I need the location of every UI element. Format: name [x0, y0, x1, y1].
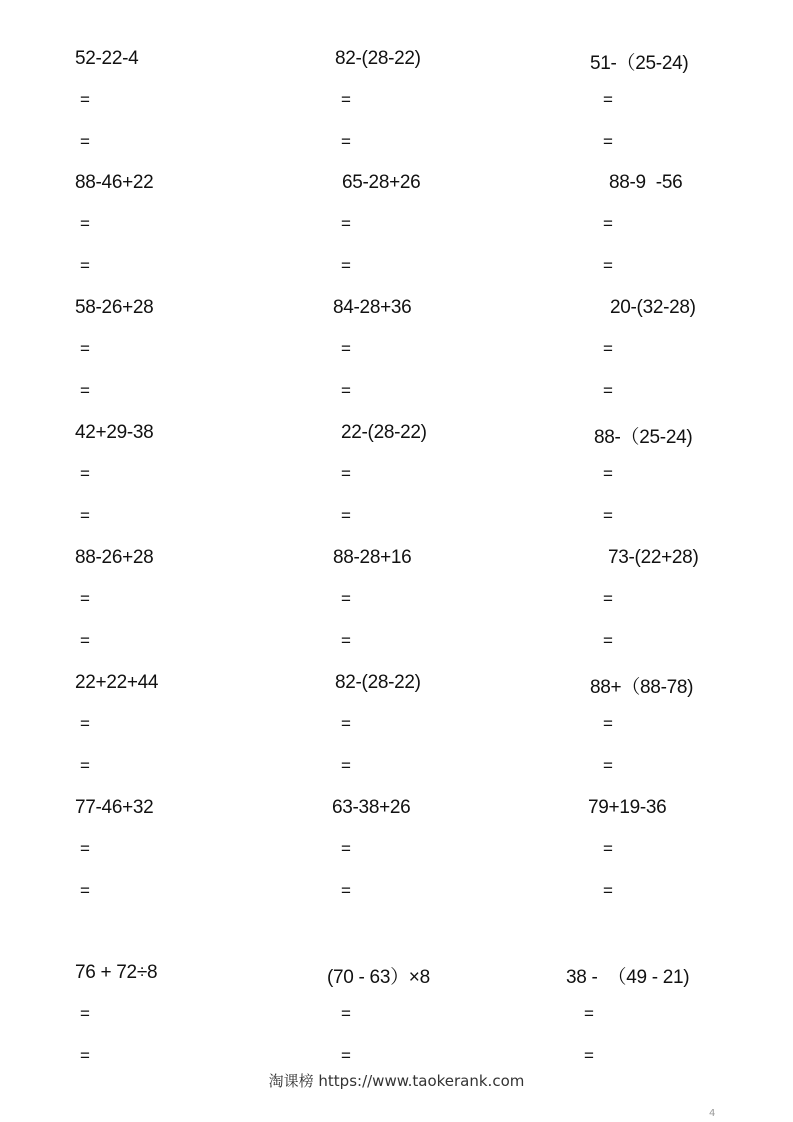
equals-line-1: = — [80, 1004, 90, 1023]
problem-expression: 51-（25-24) — [590, 53, 689, 74]
equals-line-1: = — [603, 339, 613, 358]
equals-line-1: = — [603, 714, 613, 733]
problem-expression: 63-38+26 — [332, 797, 411, 818]
equals-line-1: = — [341, 90, 351, 109]
equals-line-2: = — [341, 381, 351, 400]
equals-line-1: = — [80, 589, 90, 608]
problem-expression: 42+29-38 — [75, 422, 154, 443]
equals-line-2: = — [80, 631, 90, 650]
equals-line-1: = — [80, 464, 90, 483]
equals-line-1: = — [80, 339, 90, 358]
problem-expression: 88-9 -56 — [609, 172, 683, 193]
problem-expression: 82-(28-22) — [335, 48, 421, 69]
equals-line-2: = — [341, 132, 351, 151]
equals-line-2: = — [603, 631, 613, 650]
problem-expression: 65-28+26 — [342, 172, 421, 193]
equals-line-2: = — [603, 756, 613, 775]
page-number: 4 — [709, 1108, 716, 1119]
equals-line-2: = — [603, 132, 613, 151]
equals-line-1: = — [80, 90, 90, 109]
problem-expression: 77-46+32 — [75, 797, 154, 818]
equals-line-1: = — [80, 214, 90, 233]
equals-line-2: = — [80, 756, 90, 775]
equals-line-2: = — [80, 881, 90, 900]
problem-expression: 73-(22+28) — [608, 547, 699, 568]
problem-expression: (70 - 63）×8 — [327, 967, 430, 988]
problem-expression: 88-26+28 — [75, 547, 154, 568]
equals-line-1: = — [341, 714, 351, 733]
equals-line-2: = — [584, 1046, 594, 1065]
problem-expression: 88+（88-78) — [590, 677, 694, 698]
equals-line-1: = — [341, 1004, 351, 1023]
equals-line-1: = — [603, 214, 613, 233]
problem-expression: 84-28+36 — [333, 297, 412, 318]
equals-line-1: = — [341, 589, 351, 608]
problem-expression: 52-22-4 — [75, 48, 139, 69]
equals-line-1: = — [341, 339, 351, 358]
equals-line-2: = — [341, 756, 351, 775]
problem-expression: 22+22+44 — [75, 672, 159, 693]
equals-line-1: = — [603, 464, 613, 483]
equals-line-2: = — [341, 1046, 351, 1065]
equals-line-1: = — [603, 589, 613, 608]
equals-line-1: = — [80, 714, 90, 733]
equals-line-2: = — [341, 881, 351, 900]
equals-line-1: = — [341, 214, 351, 233]
equals-line-2: = — [341, 256, 351, 275]
problem-expression: 82-(28-22) — [335, 672, 421, 693]
equals-line-1: = — [584, 1004, 594, 1023]
problem-expression: 58-26+28 — [75, 297, 154, 318]
problem-expression: 20-(32-28) — [610, 297, 696, 318]
problem-expression: 88-28+16 — [333, 547, 412, 568]
equals-line-1: = — [341, 839, 351, 858]
equals-line-2: = — [341, 631, 351, 650]
equals-line-2: = — [603, 381, 613, 400]
equals-line-2: = — [603, 256, 613, 275]
problem-expression: 38 - （49 - 21) — [566, 967, 690, 988]
problem-expression: 88-（25-24) — [594, 427, 693, 448]
equals-line-2: = — [603, 881, 613, 900]
equals-line-2: = — [80, 1046, 90, 1065]
equals-line-1: = — [341, 464, 351, 483]
equals-line-2: = — [603, 506, 613, 525]
equals-line-2: = — [341, 506, 351, 525]
problem-expression: 79+19-36 — [588, 797, 667, 818]
equals-line-2: = — [80, 256, 90, 275]
problem-expression: 22-(28-22) — [341, 422, 427, 443]
equals-line-1: = — [80, 839, 90, 858]
equals-line-1: = — [603, 839, 613, 858]
problem-expression: 76 + 72÷8 — [75, 962, 158, 983]
equals-line-1: = — [603, 90, 613, 109]
watermark-text: 淘课榜 https://www.taokerank.com — [268, 1072, 525, 1090]
equals-line-2: = — [80, 381, 90, 400]
equals-line-2: = — [80, 506, 90, 525]
equals-line-2: = — [80, 132, 90, 151]
problem-expression: 88-46+22 — [75, 172, 154, 193]
